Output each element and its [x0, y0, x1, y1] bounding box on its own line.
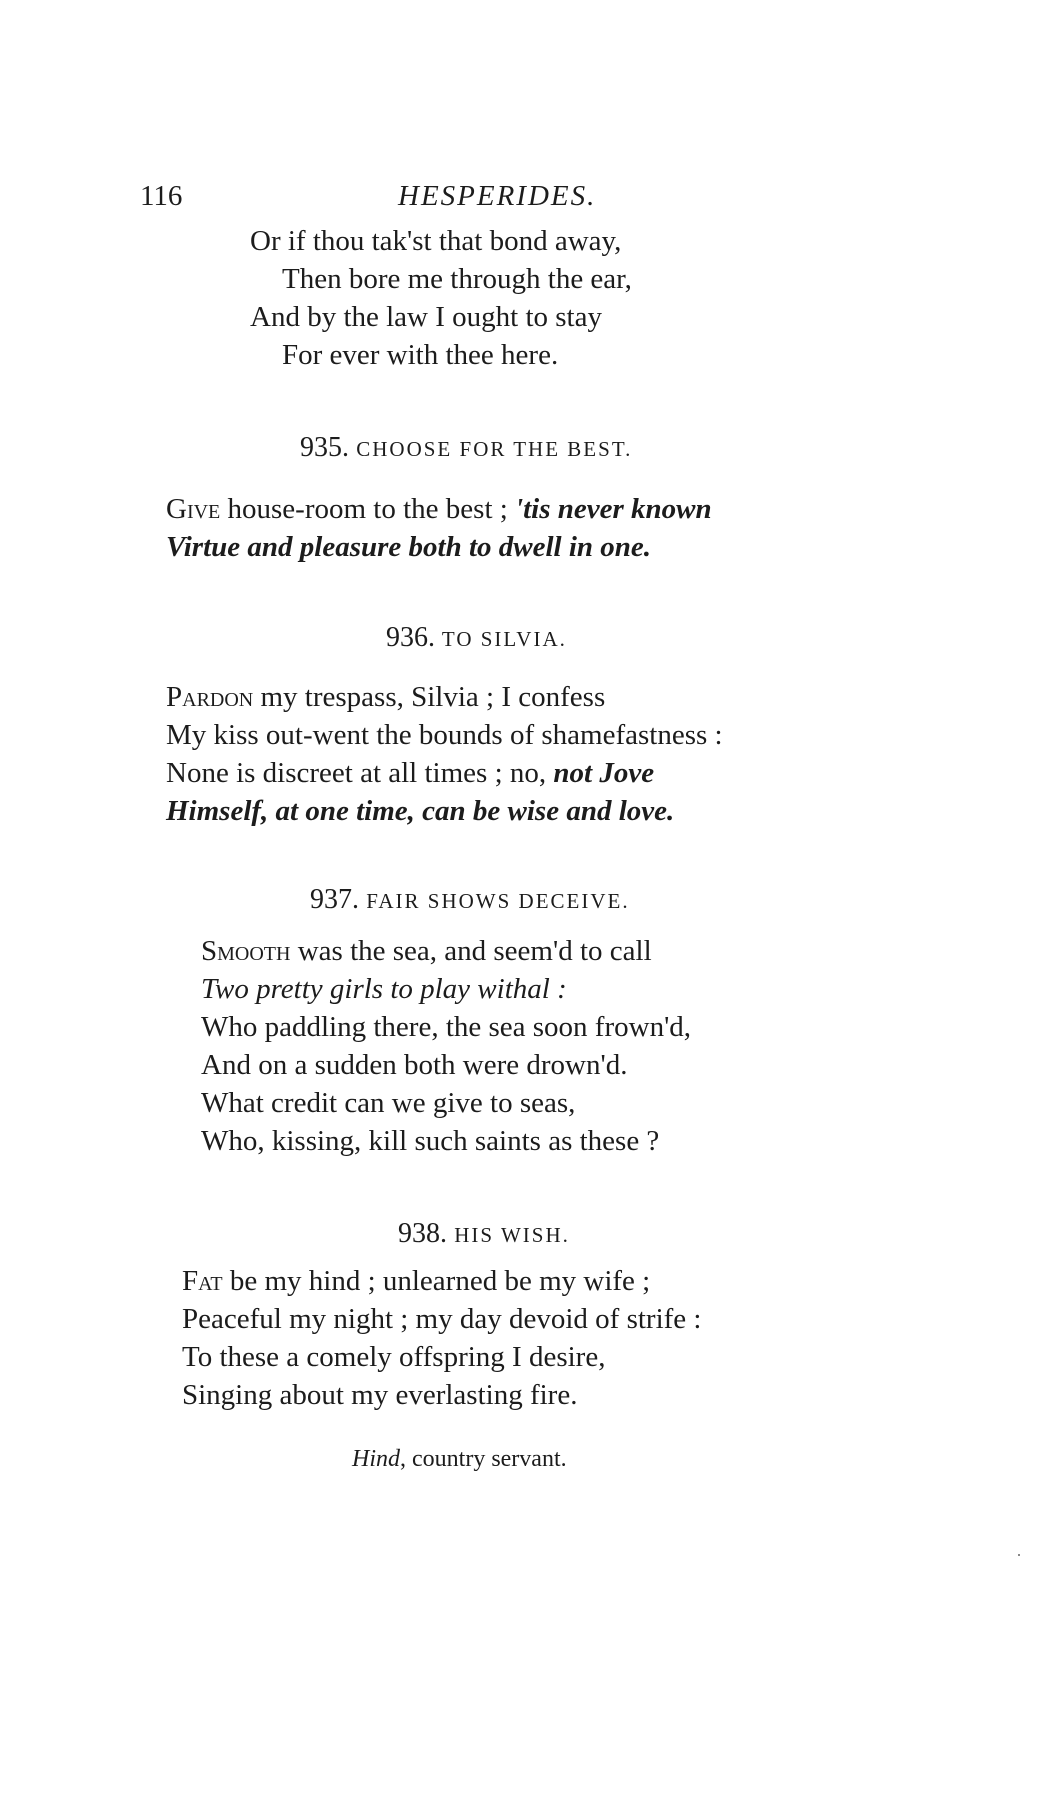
- poem-heading: [398, 1218, 570, 1250]
- verse-line: Or if thou tak'st that bond away,: [250, 225, 622, 257]
- poem-number: 937.: [310, 884, 359, 915]
- verse-line: Then bore me through the ear,: [282, 263, 632, 295]
- verse-line: Himself, at one time, can be wise and love.: [166, 795, 675, 827]
- verse-line: To these a comely offspring I desire,: [182, 1341, 606, 1373]
- verse-line: Peaceful my night ; my day devoid of strife :: [182, 1303, 702, 1335]
- poem-title: TO SILVIA.: [441, 627, 567, 651]
- verse-line: Singing about my everlasting fire.: [182, 1379, 578, 1411]
- verse-line: And by the law I ought to stay: [250, 301, 602, 333]
- footnote-term: Hind: [352, 1446, 400, 1472]
- running-title: HESPERIDES.: [398, 180, 597, 212]
- initial-word: Fat: [182, 1265, 223, 1297]
- verse-line: None is discreet at all times ; no, not Jove: [166, 757, 655, 789]
- verse-line: My kiss out-went the bounds of shamefastness :: [166, 719, 723, 751]
- initial-word: Give: [166, 493, 221, 525]
- verse-line: Two pretty girls to play withal :: [201, 973, 567, 1005]
- poem-number: 936.: [386, 622, 435, 653]
- verse-line: For ever with thee here.: [282, 339, 559, 371]
- initial-word: Pardon: [166, 681, 254, 713]
- poem-title: HIS WISH.: [454, 1223, 570, 1247]
- verse-line: Who paddling there, the sea soon frown'd,: [201, 1011, 692, 1043]
- poem-heading: [300, 432, 632, 464]
- verse-line: Give house-room to the best ; 'tis never known: [166, 493, 712, 525]
- page-number: 116: [140, 180, 183, 212]
- verse-line: Virtue and pleasure both to dwell in one.: [166, 531, 652, 563]
- footnote: Hind, country servant.: [352, 1446, 567, 1472]
- initial-word: Smooth: [201, 935, 291, 967]
- scan-speck: [1018, 1554, 1020, 1556]
- poem-title: FAIR SHOWS DECEIVE.: [366, 889, 630, 913]
- poem-heading: [386, 622, 567, 654]
- poem-number: 938.: [398, 1218, 447, 1249]
- verse-line: Pardon my trespass, Silvia ; I confess: [166, 681, 606, 713]
- verse-line: What credit can we give to seas,: [201, 1087, 576, 1119]
- poem-title: CHOOSE FOR THE BEST.: [356, 437, 633, 461]
- verse-line: And on a sudden both were drown'd.: [201, 1049, 628, 1081]
- verse-line: Smooth was the sea, and seem'd to call: [201, 935, 652, 967]
- poem-heading: [310, 884, 630, 916]
- verse-line: Who, kissing, kill such saints as these ?: [201, 1125, 660, 1157]
- verse-line: Fat be my hind ; unlearned be my wife ;: [182, 1265, 651, 1297]
- poem-number: 935.: [300, 432, 349, 463]
